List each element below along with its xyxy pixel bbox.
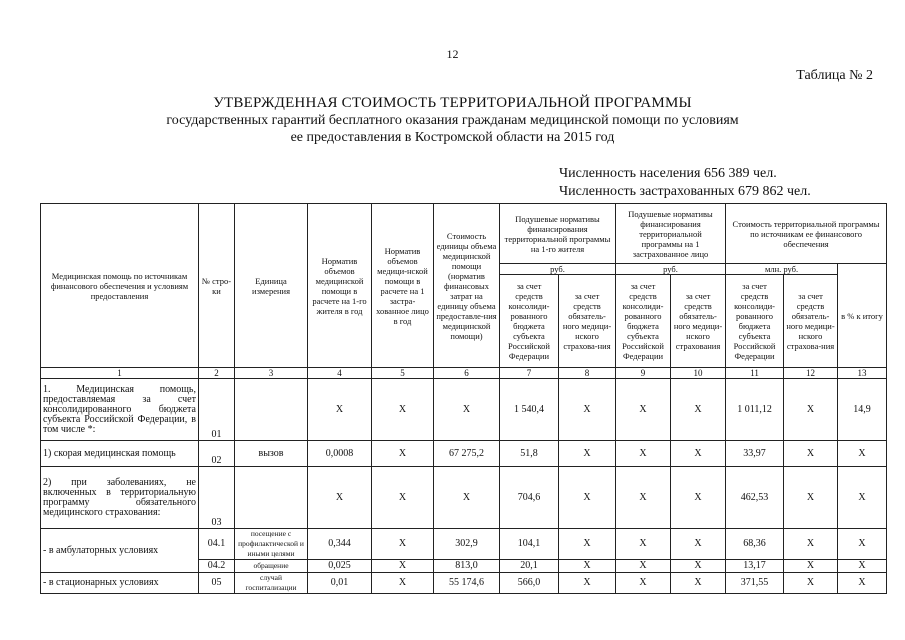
cell: 462,53 [726,467,784,529]
cell: X [308,379,372,441]
cell: 55 174,6 [434,573,500,594]
row-line-no: 05 [199,573,235,594]
cell: 0,025 [308,560,372,573]
col-number: 5 [372,368,434,379]
cell: X [616,529,671,560]
column-number-row [41,368,887,379]
col-number: 4 [308,368,372,379]
cell: X [838,529,887,560]
cell: X [784,560,838,573]
header-line-no: № стро-ки [199,204,235,368]
cell: X [784,467,838,529]
header-mln-rub: млн. руб. [726,264,838,275]
cell: X [559,379,616,441]
cell: X [784,441,838,467]
cell: X [671,379,726,441]
row-unit [235,379,308,441]
header-norm-per-resident: Норматив объемов медицинской помощи в расчете на 1-го жителя в год [308,204,372,368]
col-number: 9 [616,368,671,379]
cell: X [559,529,616,560]
row-line-no: 04.1 [199,529,235,560]
col-number: 10 [671,368,726,379]
population-block [559,165,811,201]
cell: 566,0 [500,573,559,594]
cell: 371,55 [726,573,784,594]
cell: X [559,467,616,529]
header-oms-8: за счет средств обязатель-ного медици-нского страхова-ния [559,275,616,368]
cell: X [372,560,434,573]
cell: X [372,441,434,467]
header-rub-1: руб. [500,264,616,275]
header-service: Медицинская помощь по источникам финансового обеспечения и условиям предоставления [41,204,199,368]
cell: X [838,573,887,594]
row-unit: посещение с профилактической и иными целями [235,529,308,560]
title-line-2: государственных гарантий бесплатного оказания гражданам медицинской помощи по условиям [166,113,739,128]
table-row [41,379,887,441]
cell: 13,17 [726,560,784,573]
row-line-no: 04.2 [199,560,235,573]
header-oms-12: за счет средств обязатель-ного медици-нского страхова-ния [784,275,838,368]
cell: X [671,529,726,560]
row-name: 1) скорая медицинская помощь [41,441,199,467]
cell: X [372,379,434,441]
col-number: 2 [199,368,235,379]
cell: 813,0 [434,560,500,573]
cell: 0,0008 [308,441,372,467]
row-unit: вызов [235,441,308,467]
col-number: 13 [838,368,887,379]
header-per-insured-group: Подушевые нормативы финансирования территориальной программы на 1 застрахованное лицо [616,204,726,264]
cell: 104,1 [500,529,559,560]
cell: X [616,441,671,467]
header-percent: в % к итогу [838,264,887,368]
table-row [41,467,887,529]
row-line-no: 03 [199,467,235,529]
cell: X [308,467,372,529]
header-program-cost-group: Стоимость территориальной программы по источникам ее финансового обеспечения [726,204,887,264]
col-number: 8 [559,368,616,379]
cell: X [434,467,500,529]
cost-table [40,203,887,594]
cell: X [784,379,838,441]
header-budget-11: за счет средств консолиди-рованного бюджета субъекта Российской Федерации [726,275,784,368]
cell: X [838,441,887,467]
insured-count: Численность застрахованных 679 862 чел. [559,184,811,199]
cell: 0,344 [308,529,372,560]
cell: 0,01 [308,573,372,594]
header-oms-10: за счет средств обязатель-ного медици-нского страхования [671,275,726,368]
cell: X [784,529,838,560]
cell: X [671,573,726,594]
cell: 14,9 [838,379,887,441]
page-number: 12 [446,47,459,61]
row-name: 1. Медицинская помощь, предоставляемая за счет консолидированного бюджета субъекта Российской Федерации, в том числе *: [41,379,199,441]
cell: X [616,560,671,573]
cell: X [671,441,726,467]
cell: X [616,467,671,529]
col-number: 12 [784,368,838,379]
cell: X [559,573,616,594]
row-line-no: 01 [199,379,235,441]
col-number: 3 [235,368,308,379]
document-title [0,95,905,146]
row-unit: обращение [235,560,308,573]
population-count: Численность населения 656 389 чел. [559,166,777,181]
cell: X [559,560,616,573]
cell: X [372,573,434,594]
cell: 302,9 [434,529,500,560]
header-budget-9: за счет средств консолиди-рованного бюджета субъекта Российской Федерации [616,275,671,368]
cell: X [616,573,671,594]
col-number: 7 [500,368,559,379]
header-norm-per-insured: Норматив объемов медици-нской помощи в расчете на 1 застра-хованное лицо в год [372,204,434,368]
header-unit: Единица измерения [235,204,308,368]
table-row [41,441,887,467]
header-per-resident-group: Подушевые нормативы финансирования территориальной программы на 1-го жителя [500,204,616,264]
cell: 68,36 [726,529,784,560]
col-number: 11 [726,368,784,379]
cell: X [372,467,434,529]
cell: X [372,529,434,560]
cell: 1 011,12 [726,379,784,441]
col-number: 1 [41,368,199,379]
row-unit: случай госпитализации [235,573,308,594]
cell: X [671,560,726,573]
header-rub-2: руб. [616,264,726,275]
cell: X [838,560,887,573]
cell: 1 540,4 [500,379,559,441]
table-label: Таблица № 2 [796,68,873,83]
cell: X [784,573,838,594]
row-line-no: 02 [199,441,235,467]
title-line-3: ее предоставления в Костромской области на 2015 год [290,130,615,145]
title-line-1: УТВЕРЖДЕННАЯ СТОИМОСТЬ ТЕРРИТОРИАЛЬНОЙ ПРОГРАММЫ [213,95,692,111]
cell: X [559,441,616,467]
cell: X [838,467,887,529]
row-name: - в стационарных условиях [41,573,199,594]
table-row [41,529,887,560]
cell: 33,97 [726,441,784,467]
header-budget-7: за счет средств консолиди-рованного бюджета субъекта Российской Федерации [500,275,559,368]
row-name: - в амбулаторных условиях [41,529,199,573]
cell: X [434,379,500,441]
table-row [41,573,887,594]
row-unit [235,467,308,529]
cell: X [616,379,671,441]
cell: 704,6 [500,467,559,529]
row-name: 2) при заболеваниях, не включенных в территориальную программу обязательного медицинского страхования: [41,467,199,529]
cell: X [671,467,726,529]
col-number: 6 [434,368,500,379]
header-unit-cost: Стоимость единицы объема медицинской помощи (норматив финансовых затрат на единицу объема предоставле-ния медицинской помощи) [434,204,500,368]
cell: 67 275,2 [434,441,500,467]
cell: 20,1 [500,560,559,573]
cell: 51,8 [500,441,559,467]
